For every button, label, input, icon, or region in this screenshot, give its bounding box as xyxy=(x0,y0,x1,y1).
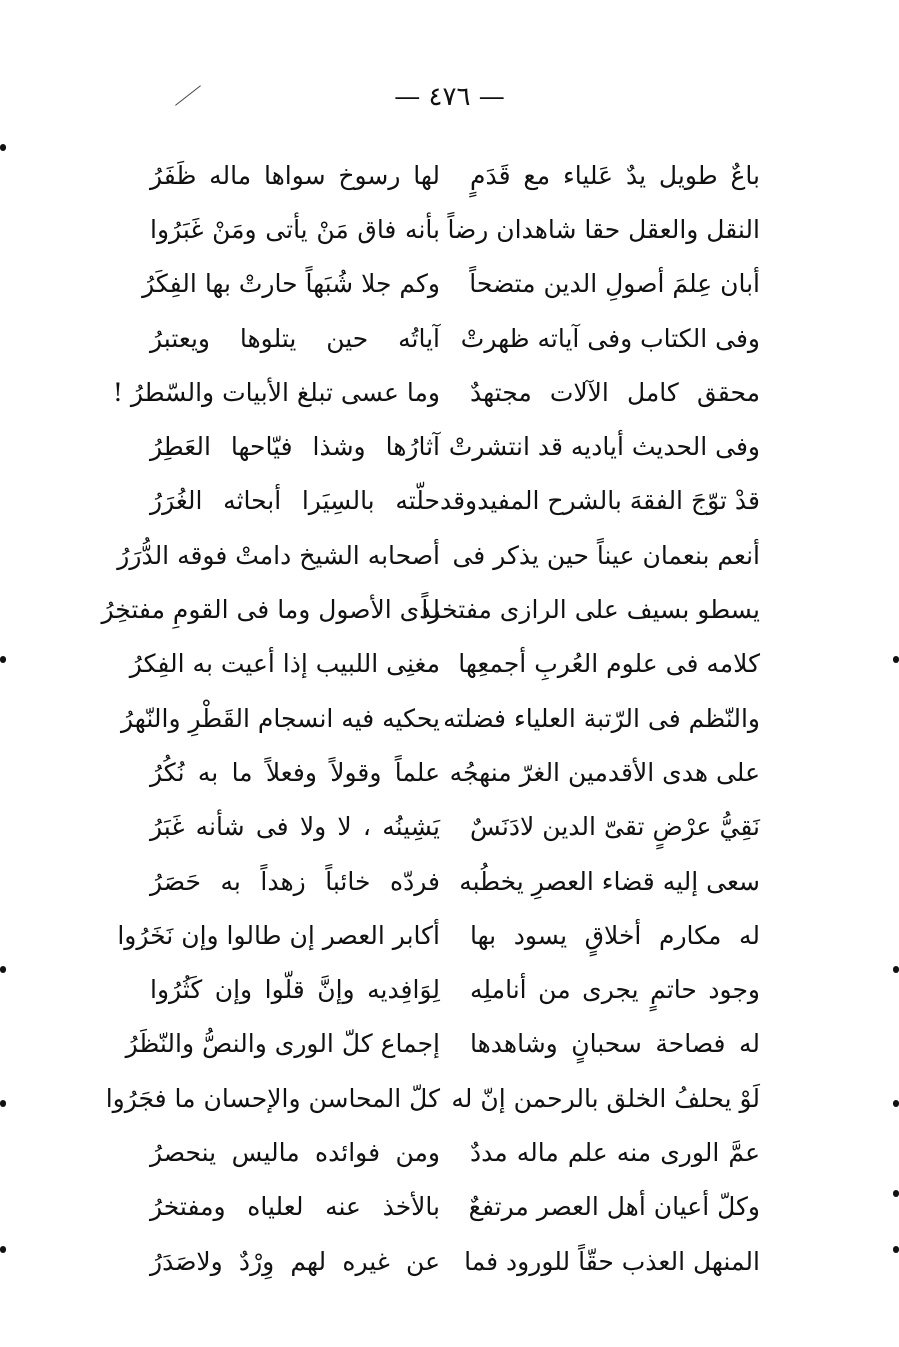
second-hemistich: أكابر العصر إن طالوا وإن نَخَرُوا xyxy=(117,920,440,950)
first-hemistich: أبان عِلمَ أصولِ الدين متضحاً xyxy=(469,269,760,299)
first-hemistich: نَقِيُّ عرْضٍ تقىّ الدين لادَنَسٌ xyxy=(470,812,760,842)
verse-line xyxy=(129,637,760,691)
poem-body xyxy=(101,148,760,1288)
margin-dot xyxy=(893,656,899,663)
first-hemistich: وكلّ أعيان أهل العصر مرتفعٌ xyxy=(468,1192,760,1222)
first-hemistich: محقق كامل الآلات مجتهدٌ xyxy=(470,377,760,407)
verse-line xyxy=(150,148,760,202)
second-hemistich: لها رسوخ سواها ماله ظَفَرُ xyxy=(150,160,440,190)
margin-dot xyxy=(0,966,6,973)
first-hemistich: أنعم بنعمان عيناً حين يذكر فى xyxy=(452,540,760,570)
margin-dot xyxy=(0,656,6,663)
first-hemistich: وفى الحديث أياديه قد انتشرتْ xyxy=(448,432,760,462)
second-hemistich: بأنه فاق مَنْ يأتى ومَنْ غَبَرُوا xyxy=(150,214,440,244)
first-hemistich: لَوْ يحلفُ الخلق بالرحمن إنّ له xyxy=(451,1083,760,1113)
verse-line xyxy=(121,691,760,745)
first-hemistich: وفى الكتاب وفى آياته ظهرتْ xyxy=(460,323,760,353)
margin-dot xyxy=(893,1100,899,1107)
page-number: — ٤٧٦ — xyxy=(394,82,505,112)
margin-dot xyxy=(893,1246,899,1253)
first-hemistich: له مكارم أخلاقٍ يسود بها xyxy=(470,920,760,950)
first-hemistich: باعٌ طويل يدٌ عَلياء مع قَدَمٍ xyxy=(470,160,760,190)
verse-line xyxy=(125,1017,760,1071)
second-hemistich: لِوَافِديه وإنَّ قلّوا وإن كَثُرُوا xyxy=(150,975,440,1005)
verse-line xyxy=(150,1180,760,1234)
second-hemistich: عن غيره لهم وِرْدٌ ولاصَدَرُ xyxy=(150,1246,440,1276)
first-hemistich: سعى إليه قضاء العصرِ يخطُبه xyxy=(459,866,760,896)
second-hemistich: آياتُه حين يتلوها ويعتبرُ xyxy=(150,323,440,353)
verse-line xyxy=(150,1125,760,1179)
verse-line xyxy=(150,1234,760,1288)
verse-line xyxy=(142,257,760,311)
margin-dot xyxy=(893,1190,899,1197)
first-hemistich: المنهل العذب حقّاً للورود فما xyxy=(464,1246,760,1276)
verse-line xyxy=(150,745,760,799)
margin-dot xyxy=(0,1100,6,1107)
first-hemistich: النقل والعقل حقا شاهدان رضاً xyxy=(447,214,760,244)
first-hemistich: على هدى الأقدمين الغرّ منهجُه xyxy=(449,757,760,787)
first-hemistich: قدْ توّجَ الفقهَ بالشرح المفيدوقد xyxy=(439,486,760,516)
second-hemistich: وكم جلا شُبَهاً حارتْ بها الفِكَرُ xyxy=(142,269,440,299)
second-hemistich: كلّ المحاسن والإحسان ما فجَرُوا xyxy=(105,1083,440,1113)
verse-line xyxy=(150,962,760,1016)
verse-line xyxy=(150,311,760,365)
second-hemistich: علماً وقولاً وفعلاً ما به نُكُرُ xyxy=(150,757,440,787)
verse-line xyxy=(150,474,760,528)
verse-line xyxy=(117,908,760,962)
verse-line xyxy=(112,365,760,419)
first-hemistich: عمَّ الورى منه علم ماله مددٌ xyxy=(470,1137,760,1167)
verse-line xyxy=(105,1071,760,1125)
second-hemistich: ومن فوائده ماليس ينحصرُ xyxy=(150,1137,440,1167)
first-hemistich: وجود حاتمٍ يجرى من أناملِه xyxy=(470,975,760,1005)
verse-line xyxy=(150,854,760,908)
first-hemistich: يسطو بسيف على الرازى مفتخراً xyxy=(421,595,760,625)
first-hemistich: له فصاحة سحبانٍ وشاهدها xyxy=(470,1029,760,1059)
second-hemistich: آثارُها وشذا فيّاحها العَطِرُ xyxy=(150,432,440,462)
second-hemistich: يحكيه فيه انسجام القَطْرِ والنّهرُ xyxy=(121,703,440,733)
second-hemistich: وما عسى تبلغ الأبيات والسّطرُ ! xyxy=(112,377,440,407)
second-hemistich: بالأخذ عنه لعلياه ومفتخرُ xyxy=(150,1192,440,1222)
verse-line xyxy=(150,419,760,473)
second-hemistich: يَشِينُه ، لا ولا فى شأنه غَبَرُ xyxy=(150,812,440,842)
second-hemistich: مغنِى اللبيب إذا أعيت به الفِكرُ xyxy=(129,649,440,679)
second-hemistich: لدى الأصول وما فى القومِ مفتخِرُ xyxy=(101,595,440,625)
first-hemistich: كلامه فى علوم العُربِ أجمعِها xyxy=(458,649,760,679)
verse-line xyxy=(117,528,760,582)
first-hemistich: والنّظم فى الرّتبة العلياء فضلته xyxy=(443,703,760,733)
second-hemistich: حلّته بالسِيَرا أبحاثه الغُرَرُ xyxy=(150,486,440,516)
margin-dot xyxy=(0,1246,6,1253)
verse-line xyxy=(101,582,760,636)
margin-dot xyxy=(0,144,6,151)
margin-dot xyxy=(893,966,899,973)
verse-line xyxy=(150,202,760,256)
verse-line xyxy=(150,800,760,854)
second-hemistich: إجماع كلّ الورى والنصُّ والنّظَرُ xyxy=(125,1029,440,1059)
second-hemistich: فردّه خائباً زهداً به حَصَرُ xyxy=(150,866,440,896)
second-hemistich: أصحابه الشيخ دامتْ فوقه الدُّرَرُ xyxy=(117,540,440,570)
